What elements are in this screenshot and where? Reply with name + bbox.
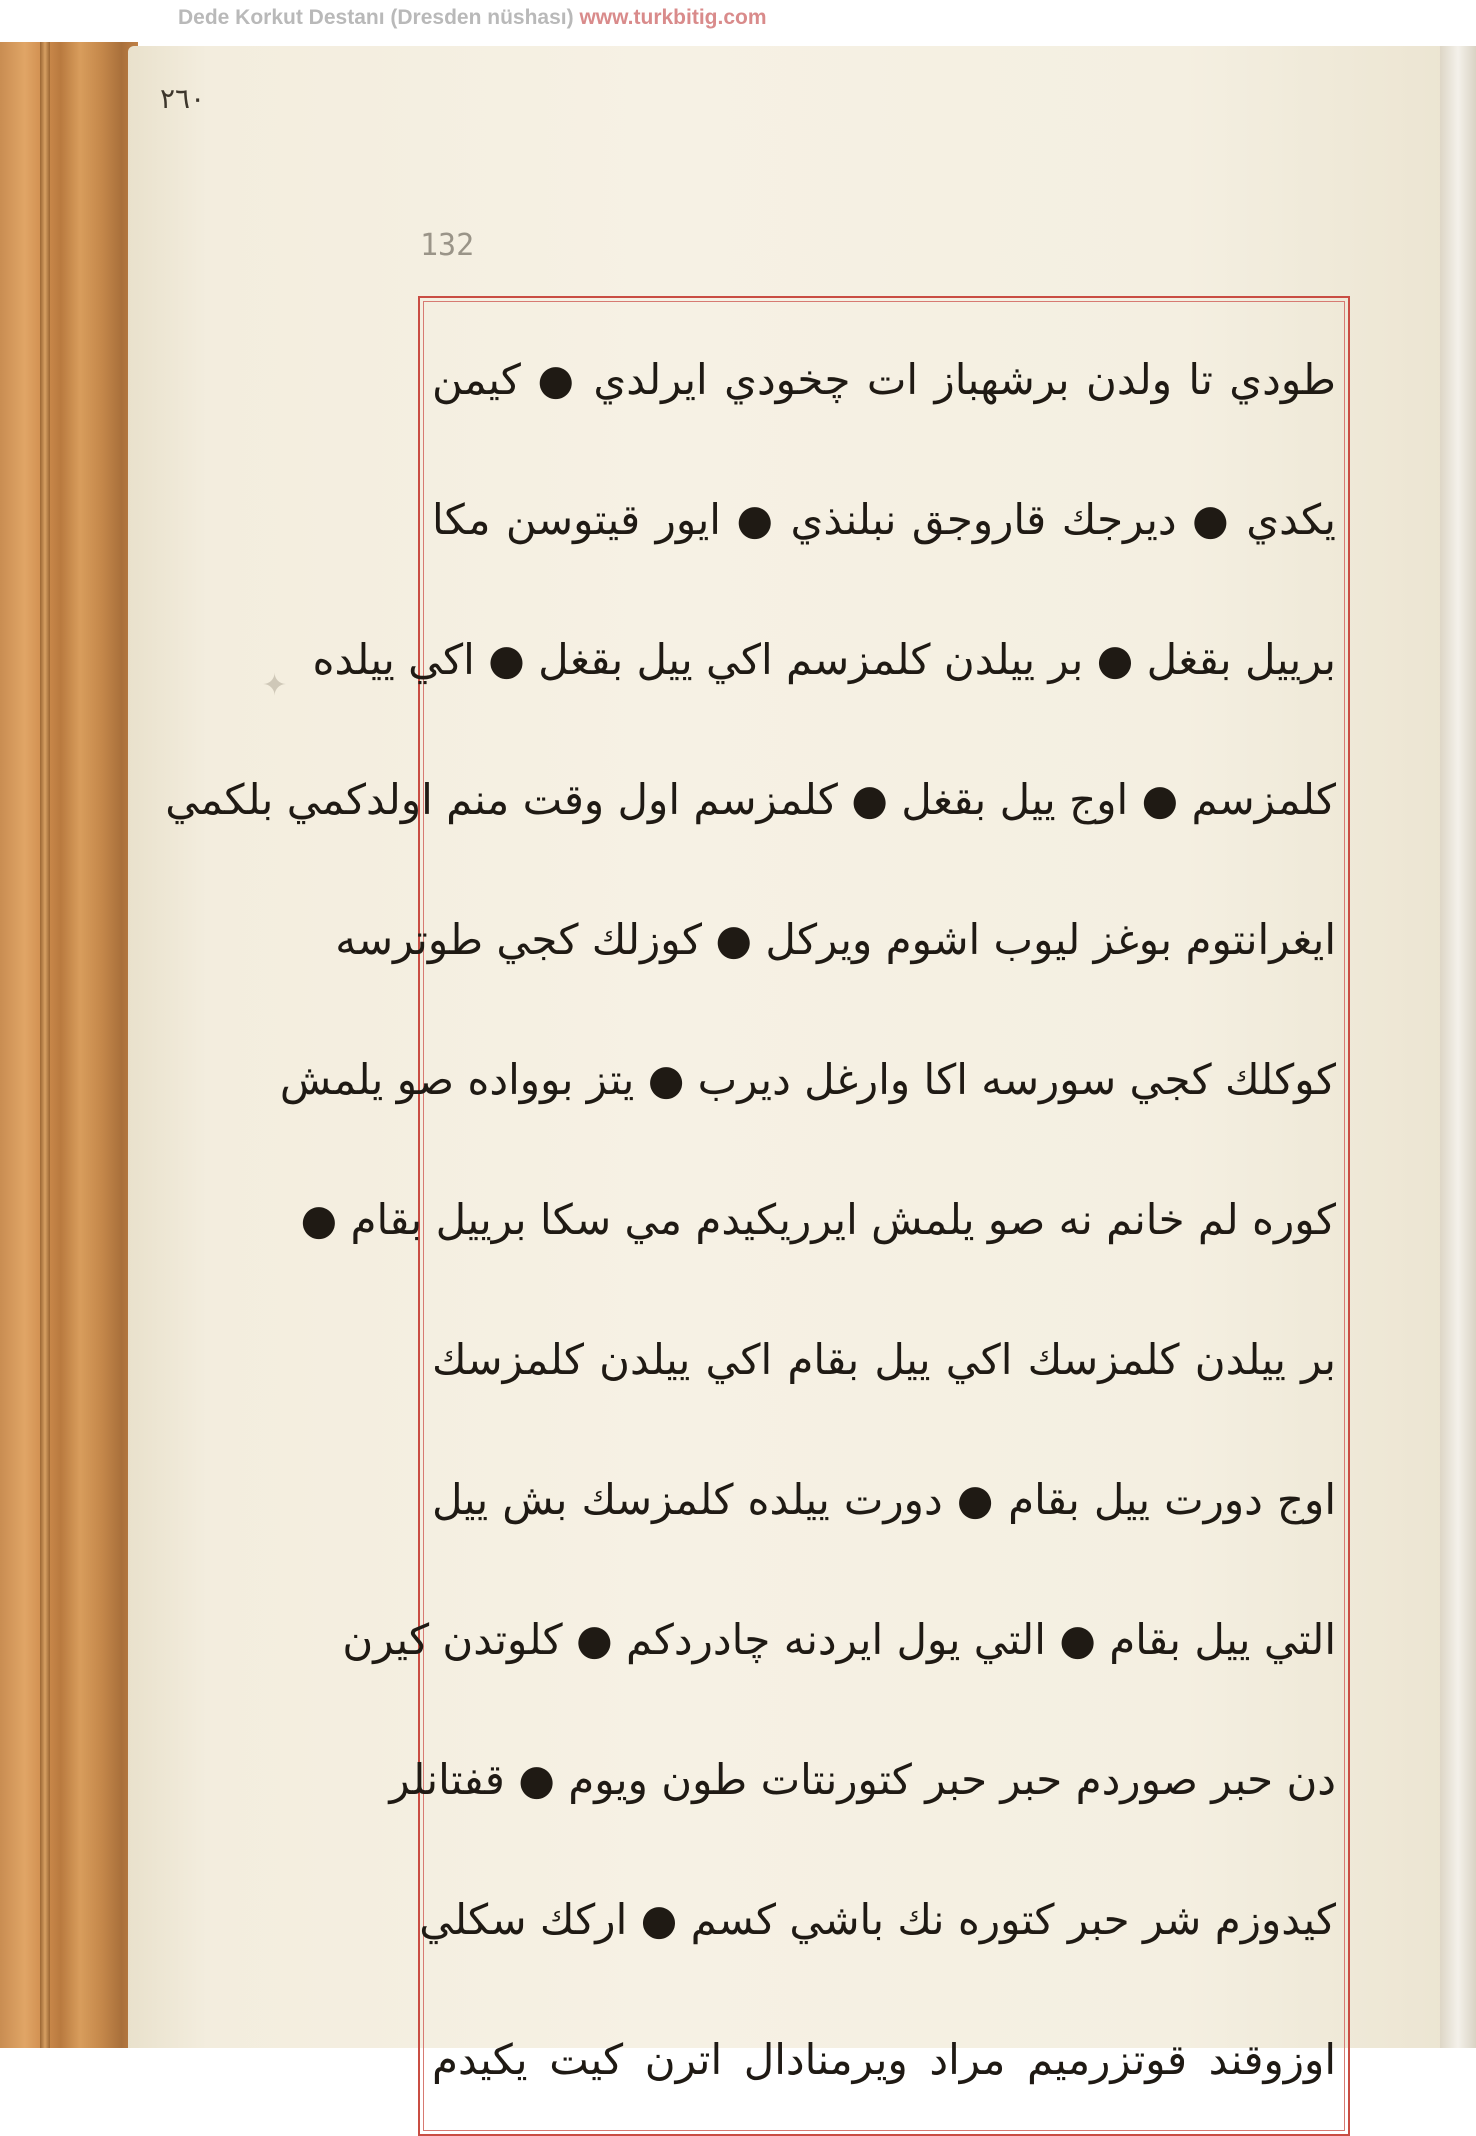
watermark-header — [0, 0, 1476, 36]
page-edge-shadow — [1440, 46, 1476, 2048]
watermark-link[interactable]: www.turkbitig.com — [579, 6, 767, 29]
text-line: التي ييل بقام ● التي يول ايردنه چادردكم ● كلوتدن كيرن — [342, 1614, 1336, 1664]
text-line: دن حبر صوردم حبر حبر كتورنتات طون ويوم ● قفتانلر — [389, 1754, 1336, 1804]
manuscript-text-block — [165, 310, 1336, 2130]
text-line: كلمزسم ● اوج ييل بقغل ● كلمزسم اول وقت منم اولدكمي بلكمي — [165, 774, 1336, 824]
text-line: طودي تا ولدن برشهباز ات چخودي ايرلدي ● كيمن — [432, 354, 1336, 404]
text-line: كوكلك كجي سورسه اكا وارغل ديرب ● يتز بوواده صو يلمش — [279, 1054, 1336, 1104]
binding-edge — [40, 42, 50, 2048]
watermark-title: Dede Korkut Destanı (Dresden nüshası) — [178, 6, 574, 29]
book-binding — [0, 42, 138, 2048]
text-line: برييل بقغل ● بر ييلدن كلمزسم اكي ييل بقغل ● اكي ييلده — [312, 634, 1336, 684]
text-line: ايغرانتوم بوغز ليوب اشوم ويركل ● كوزلك كجي طوترسه — [335, 914, 1336, 964]
folio-number: 132 — [420, 228, 475, 263]
text-line: كوره لم خانم نه صو يلمش ايرريكيدم مي سكا برييل بقام ● — [300, 1194, 1336, 1244]
text-line: بر ييلدن كلمزسك اكي ييل بقام اكي ييلدن كلمزسك — [432, 1334, 1336, 1384]
text-line: كيدوزم شر حبر كتوره نك باشي كسم ● اركك سكلي — [419, 1894, 1336, 1944]
folio-arabic-numeral: ۲٦۰ — [160, 82, 206, 115]
text-line: يكدي ● ديرجك قاروجق نبلنذي ● ايور قيتوسن مكا — [432, 494, 1336, 544]
text-line: اوزوقند قوتزرميم مراد ويرمنادال اترن كيت يكيدم — [432, 2034, 1336, 2084]
text-line: اوج دورت ييل بقام ● دورت ييلده كلمزسك بش ييل — [432, 1474, 1336, 1524]
margin-mark-icon: ✦ — [262, 668, 288, 703]
